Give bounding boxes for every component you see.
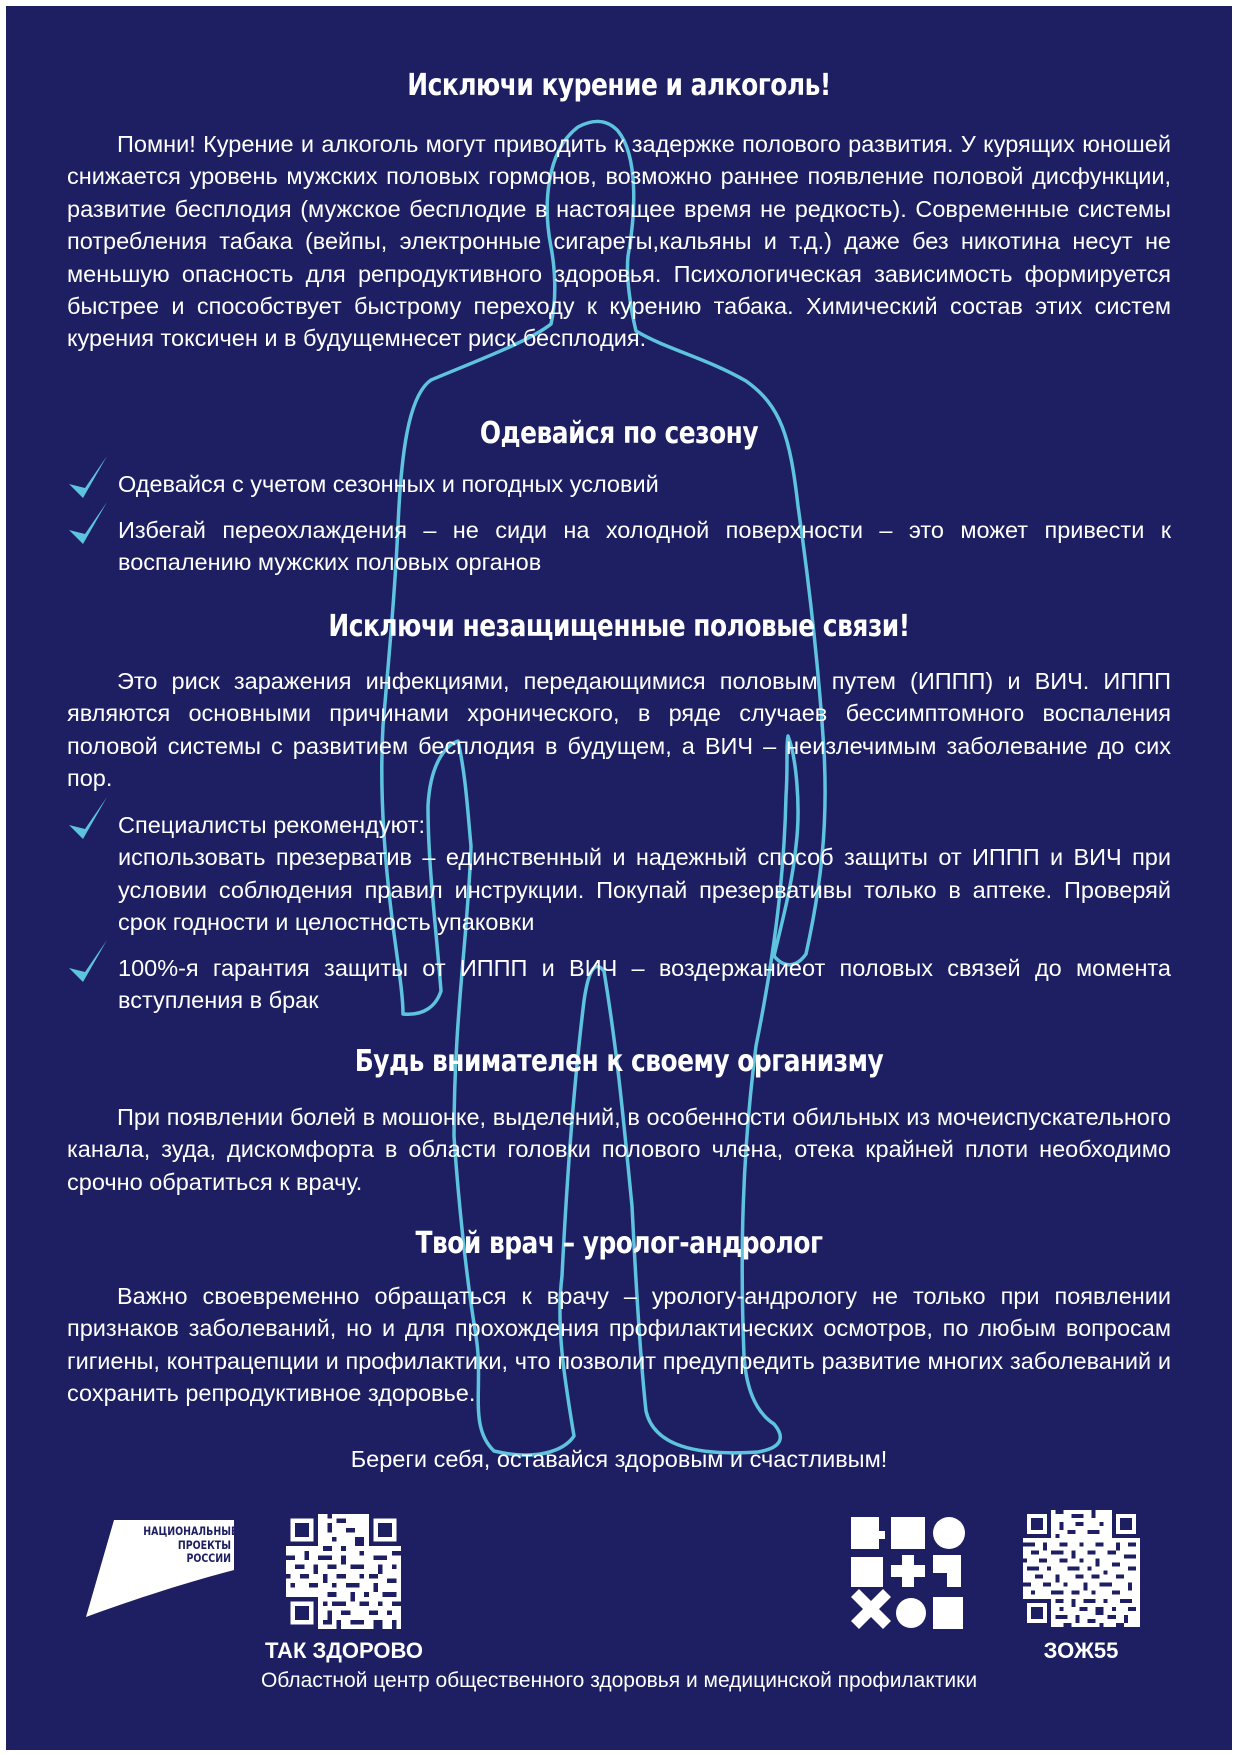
list-item-text: Одевайся с учетом сезонных и погодных условий <box>118 471 659 497</box>
checkmark-icon <box>67 795 109 849</box>
list-item-text: использовать презерватив – единственный и надежный способ защиты от ИППП и ВИЧ при условии соблюдения правил инструкции. Покупай презервативы только в аптеке. Проверяй срок годности и целостность упаковки <box>118 844 1171 936</box>
paragraph-doctor: Важно своевременно обращаться к врачу – урологу-андрологу не только при появлении признаков заболеваний, но и для прохождения профилактических осмотров, по любым вопросам гигиены, контрацепции и профилактики, что позволит предупредить развитие многих заболеваний и сохранить репродуктивное здоровье. <box>67 1283 1171 1407</box>
heading-season: Одевайся по сезону <box>479 416 759 451</box>
qr-label: ЗОЖ55 <box>1043 1638 1119 1663</box>
poster <box>6 6 1232 1750</box>
paragraph-unprotected: Это риск заражения инфекциями, передающимися половым путем (ИППП) и ВИЧ. ИППП являются основными причинами хронического, в ряде случаев бессимптомного воспаления половой системы с развитием бесплодия в будущем, а ВИЧ – неизлечимым заболевание до сих пор. <box>67 668 1171 792</box>
heading-attentive: Будь внимателен к своему организму <box>354 1044 884 1079</box>
paragraph-attentive: При появлении болей в мошонке, выделений, в особенности обильных из мочеиспускательного канала, зуда, дискомфорта в области головки полового члена, отека крайней плоти необходимо срочно обратиться к врачу. <box>67 1104 1171 1195</box>
list-item <box>67 514 1171 579</box>
footer-organization: Областной центр общественного здоровья и медицинской профилактики <box>260 1669 978 1692</box>
national-projects-text: НАЦИОНАЛЬНЫЕ ПРОЕКТЫ РОССИИ <box>143 1524 238 1565</box>
heading-unprotected: Исключи незащищенные половые связи! <box>328 609 910 644</box>
qr-code-image <box>286 1514 401 1629</box>
heading-smoking: Исключи курение и алкоголь! <box>407 68 831 103</box>
paragraph-smoking: Помни! Курение и алкоголь могут приводить к задержке полового развития. У курящих юношей снижается уровень мужских половых гормонов, возможно раннее появление половой дисфункции, развитие бесплодия (мужское бесплодие в настоящее время не редкость). Современные системы потребления табака (вейпы, электронные сигареты,кальяны и т.д.) даже без никотина несут не меньшую опасность для репродуктивного здоровья. Психологическая зависимость формируется быстрее и способствует быстрому переходу к курению табака. Химический состав этих систем курения токсичен и в будущемнесет риск бесплодия. <box>67 131 1171 352</box>
qr-code-icon[interactable] <box>1023 1510 1140 1627</box>
list-item <box>67 468 1171 500</box>
content <box>6 6 1232 1750</box>
heading-doctor: Твой врач – уролог-андролог <box>415 1226 823 1261</box>
list-item-text: 100%-я гарантия защиты от ИППП и ВИЧ – воздержаниеот половых связей до момента вступления в брак <box>118 955 1171 1014</box>
list-item <box>67 809 1171 939</box>
qr-code-image <box>1023 1510 1140 1627</box>
list-item-text: Избегай переохлаждения – не сиди на холодной поверхности – это может привести к воспалению мужских половых органов <box>118 517 1171 576</box>
checkmark-icon <box>67 938 109 992</box>
closing-line: Береги себя, оставайся здоровым и счастливым! <box>350 1446 888 1472</box>
list-item-text: Специалисты рекомендуют: <box>118 812 426 838</box>
checkmark-icon <box>67 500 109 554</box>
qr-code-icon[interactable] <box>286 1514 401 1629</box>
qr-label: ТАК ЗДОРОВО <box>265 1638 423 1663</box>
zoj-logo <box>849 1513 967 1631</box>
list-item <box>67 952 1171 1017</box>
